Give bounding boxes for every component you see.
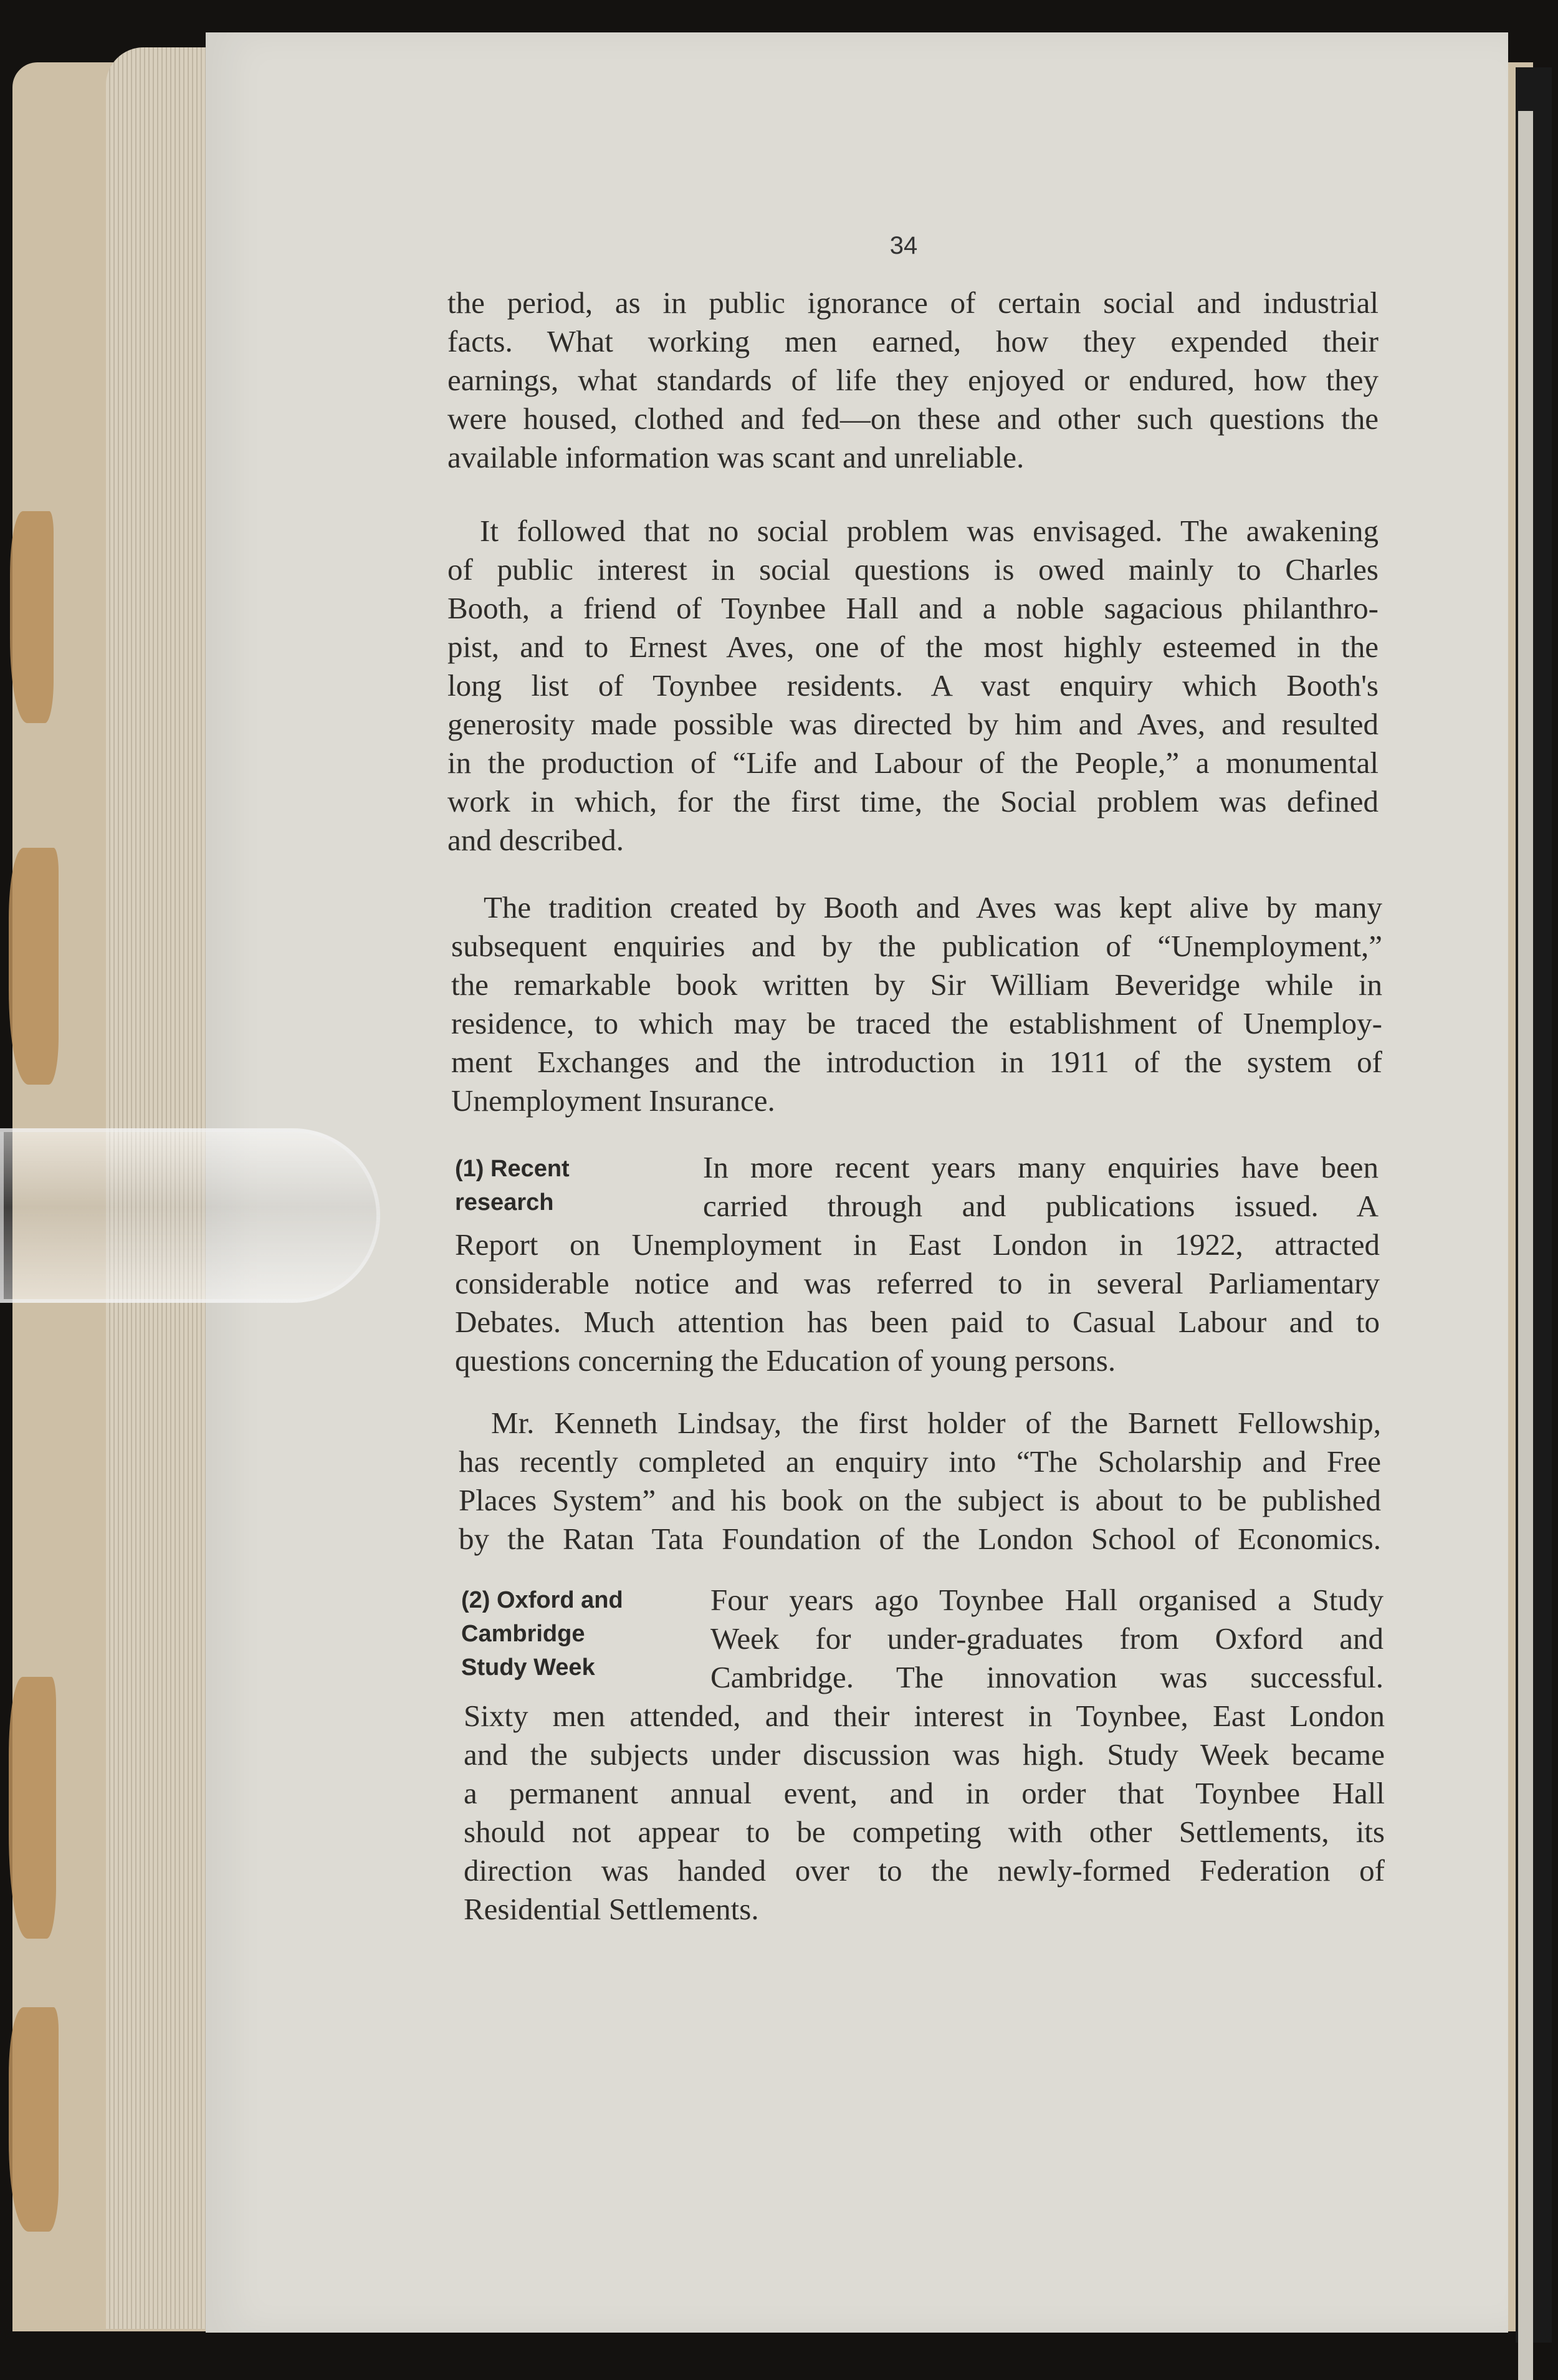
cover-stain <box>9 2007 59 2232</box>
text-line: were housed, clothed and fed—on these and other such questions the <box>447 401 1379 436</box>
side-heading-line: Study Week <box>461 1654 595 1681</box>
paragraph-1 <box>447 284 1379 477</box>
text-line: Sixty men attended, and their interest in Toynbee, East London <box>464 1699 1385 1733</box>
text-line: residence, to which may be traced the establishment of Unemploy- <box>451 1006 1382 1040</box>
text-line: and described. <box>447 823 624 857</box>
side-heading-oxford-cambridge <box>461 1583 623 1684</box>
text-line: available information was scant and unreliable. <box>447 440 1025 474</box>
text-line: ment Exchanges and the introduction in 1911 of the system of <box>451 1045 1382 1079</box>
side-heading-line: (1) Recent <box>455 1156 570 1182</box>
paragraph-4-indented <box>703 1148 1379 1226</box>
cover-stain <box>9 1677 56 1939</box>
text-line: has recently completed an enquiry into “The Scholarship and Free <box>459 1444 1381 1479</box>
paragraph-4 <box>455 1226 1380 1380</box>
side-heading-line: (2) Oxford and <box>461 1587 623 1613</box>
cover-stain <box>10 511 54 723</box>
text-line: facts. What working men earned, how they expended their <box>447 324 1379 358</box>
text-line: long list of Toynbee residents. A vast enquiry which Booth's <box>447 668 1379 703</box>
text-line: Unemployment Insurance. <box>451 1083 775 1118</box>
text-line: Booth, a friend of Toynbee Hall and a noble sagacious philanthro- <box>447 591 1379 625</box>
paragraph-2 <box>447 512 1379 860</box>
text-line: considerable notice and was referred to in several Parliamentary <box>455 1266 1380 1300</box>
text-line: carried through and publications issued. A <box>703 1189 1379 1223</box>
text-line: of public interest in social questions is owed mainly to Charles <box>447 552 1379 587</box>
paragraph-3 <box>451 888 1382 1120</box>
text-line: and the subjects under discussion was high. Study Week became <box>464 1737 1385 1772</box>
text-line: earnings, what standards of life they enjoyed or endured, how they <box>447 363 1379 397</box>
text-line: the remarkable book written by Sir William Beveridge while in <box>451 967 1382 1002</box>
text-line: Residential Settlements. <box>464 1892 759 1926</box>
text-line: by the Ratan Tata Foundation of the London School of Economics. <box>459 1522 1381 1556</box>
text-line: a permanent annual event, and in order that Toynbee Hall <box>464 1776 1385 1810</box>
next-page-edge <box>1516 67 1552 2343</box>
text-line: The tradition created by Booth and Aves was kept alive by many <box>484 890 1382 924</box>
page-number: 34 <box>889 232 918 259</box>
text-line: pist, and to Ernest Aves, one of the most highly esteemed in the <box>447 630 1379 664</box>
text-line: Places System” and his book on the subject is about to be published <box>459 1483 1381 1517</box>
text-line: direction was handed over to the newly-formed Federation of <box>464 1853 1385 1888</box>
side-heading-line: Cambridge <box>461 1621 585 1647</box>
text-line: Four years ago Toynbee Hall organised a Study <box>710 1583 1384 1617</box>
text-line: the period, as in public ignorance of certain social and industrial <box>447 286 1379 320</box>
cover-stain <box>9 848 59 1085</box>
side-heading-recent-research <box>455 1152 570 1219</box>
text-line: In more recent years many enquiries have been <box>703 1150 1379 1184</box>
text-line: Mr. Kenneth Lindsay, the first holder of the Barnett Fellowship, <box>491 1406 1381 1440</box>
text-line: questions concerning the Education of young persons. <box>455 1343 1116 1378</box>
text-line: Debates. Much attention has been paid to Casual Labour and to <box>455 1305 1380 1339</box>
text-line: It followed that no social problem was envisaged. The awakening <box>480 514 1379 548</box>
text-line: Report on Unemployment in East London in 1922, attracted <box>455 1227 1380 1262</box>
text-line: generosity made possible was directed by him and Aves, and resulted <box>447 707 1379 741</box>
text-line: Cambridge. The innovation was successful. <box>710 1660 1384 1694</box>
text-line: subsequent enquiries and by the publication of “Unemployment,” <box>451 929 1382 963</box>
paragraph-6-indented <box>710 1581 1384 1697</box>
paragraph-6 <box>464 1697 1385 1929</box>
text-line: Week for under-graduates from Oxford and <box>710 1621 1384 1656</box>
side-heading-line: research <box>455 1189 554 1216</box>
paragraph-5 <box>459 1404 1381 1558</box>
text-line: work in which, for the first time, the Social problem was defined <box>447 784 1379 818</box>
text-line: should not appear to be competing with other Settlements, its <box>464 1815 1385 1849</box>
plastic-page-clip <box>0 1128 380 1303</box>
text-line: in the production of “Life and Labour of the People,” a monumental <box>447 746 1379 780</box>
